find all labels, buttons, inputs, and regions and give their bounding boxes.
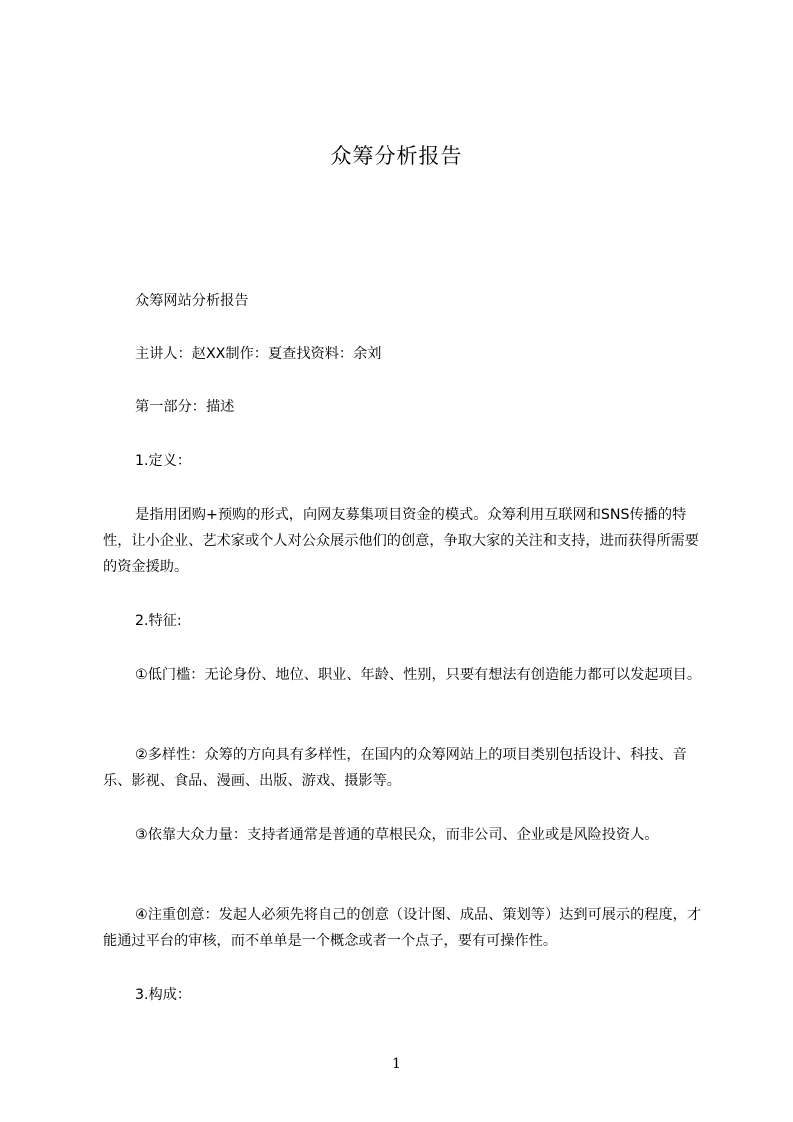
paragraph-feature-crowd-power: ③依靠大众力量：支持者通常是普通的草根民众，而非公司、企业或是风险投资人。 — [135, 827, 659, 843]
paragraph-composition-heading: 3.构成： — [135, 987, 192, 1003]
paragraph-definition-heading: 1.定义： — [135, 453, 192, 469]
paragraph-subtitle: 众筹网站分析报告 — [135, 293, 249, 309]
paragraph-feature-creativity: ④注重创意：发起人必须先将自己的创意（设计图、成品、策划等）达到可展示的程度，才能通过平台的审核，而不单单是一个概念或者一个点子，要有可操作性。 — [103, 907, 702, 949]
paragraph-presenters: 主讲人：赵XX制作：夏查找资料：余刘 — [135, 346, 382, 362]
paragraph-feature-diversity: ②多样性：众筹的方向具有多样性，在国内的众筹网站上的项目类别包括设计、科技、音乐、影视、食品、漫画、出版、游戏、摄影等。 — [103, 747, 687, 789]
paragraph-definition-body: 是指用团购+预购的形式，向网友募集项目资金的模式。众筹利用互联网和SNS传播的特性，让小企业、艺术家或个人对公众展示他们的创意，争取大家的关注和支持，进而获得所需要的资金援助。 — [103, 507, 699, 575]
paragraph-feature-low-threshold: ①低门槛：无论身份、地位、职业、年龄、性别，只要有想法有创造能力都可以发起项目。 — [135, 667, 702, 683]
page-number: 1 — [392, 1056, 401, 1072]
paragraph-part-one-heading: 第一部分：描述 — [135, 399, 235, 415]
document-title: 众筹分析报告 — [330, 144, 463, 168]
paragraph-features-heading: 2.特征: — [135, 613, 182, 629]
